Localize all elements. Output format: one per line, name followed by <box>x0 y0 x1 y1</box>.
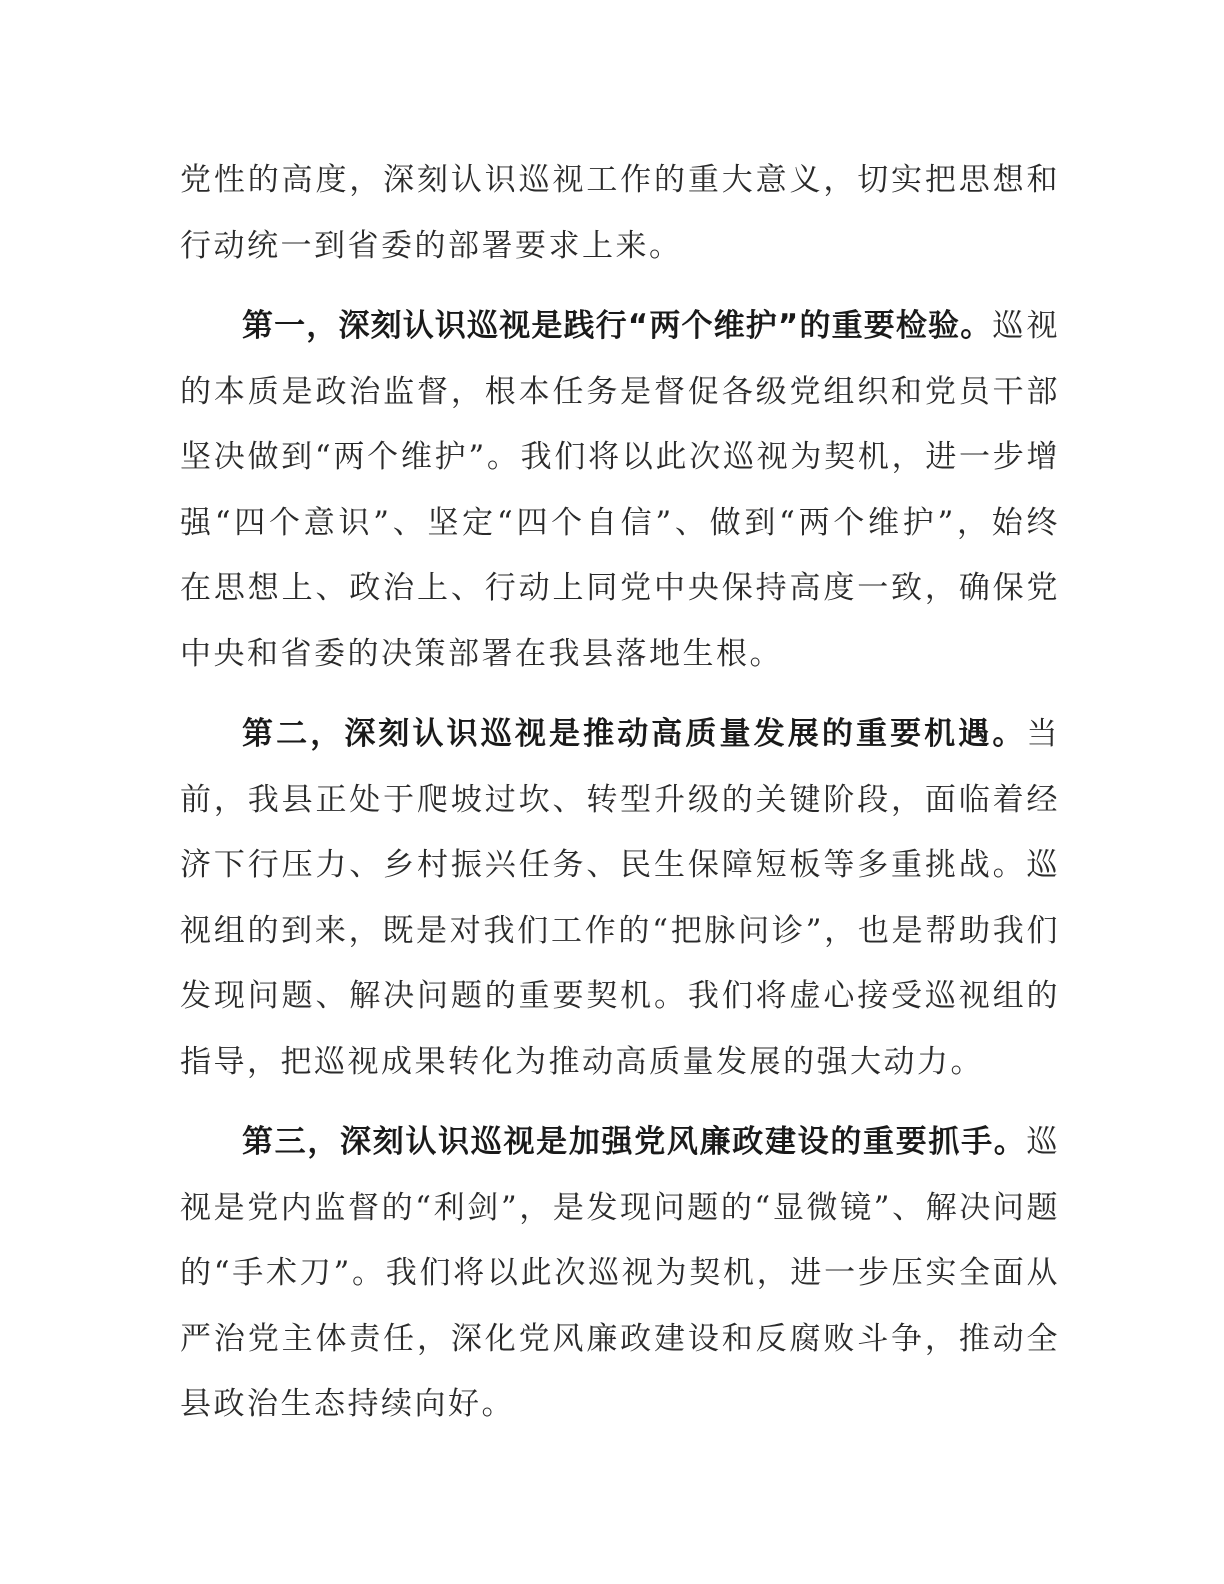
paragraph-point-one <box>180 294 1060 687</box>
paragraph-heading: 第二，深刻认识巡视是推动高质量发展的重要机遇。 <box>242 716 1027 752</box>
paragraph-continuation <box>180 148 1060 279</box>
paragraph-text: 巡视的本质是政治监督，根本任务是督促各级党组织和党员干部坚决做到“两个维护”。我们将以此次巡视为契机，进一步增强“四个意识”、坚定“四个自信”、做到“两个维护”，始终在思想上、政治上、行动上同党中央保持高度一致，确保党中央和省委的决策部署在我县落地生根。 <box>180 308 1061 672</box>
paragraph-text: 巡视是党内监督的“利剑”，是发现问题的“显微镜”、解决问题的“手术刀”。我们将以此次巡视为契机，进一步压实全面从严治党主体责任，深化党风廉政建设和反腐败斗争，推动全县政治生态持续向好。 <box>180 1124 1060 1422</box>
paragraph-heading: 第一，深刻认识巡视是践行“两个维护”的重要检验。 <box>242 308 993 344</box>
document-page <box>180 148 1060 1438</box>
paragraph-heading: 第三，深刻认识巡视是加强党风廉政建设的重要抓手。 <box>242 1124 1027 1160</box>
paragraph-point-two <box>180 702 1060 1095</box>
paragraph-text: 当前，我县正处于爬坡过坎、转型升级的关键阶段，面临着经济下行压力、乡村振兴任务、民生保障短板等多重挑战。巡视组的到来，既是对我们工作的“把脉问诊”，也是帮助我们发现问题、解决问题的重要契机。我们将虚心接受巡视组的指导，把巡视成果转化为推动高质量发展的强大动力。 <box>180 716 1060 1080</box>
paragraph-point-three <box>180 1110 1060 1438</box>
paragraph-text: 党性的高度，深刻认识巡视工作的重大意义，切实把思想和行动统一到省委的部署要求上来。 <box>180 162 1060 264</box>
